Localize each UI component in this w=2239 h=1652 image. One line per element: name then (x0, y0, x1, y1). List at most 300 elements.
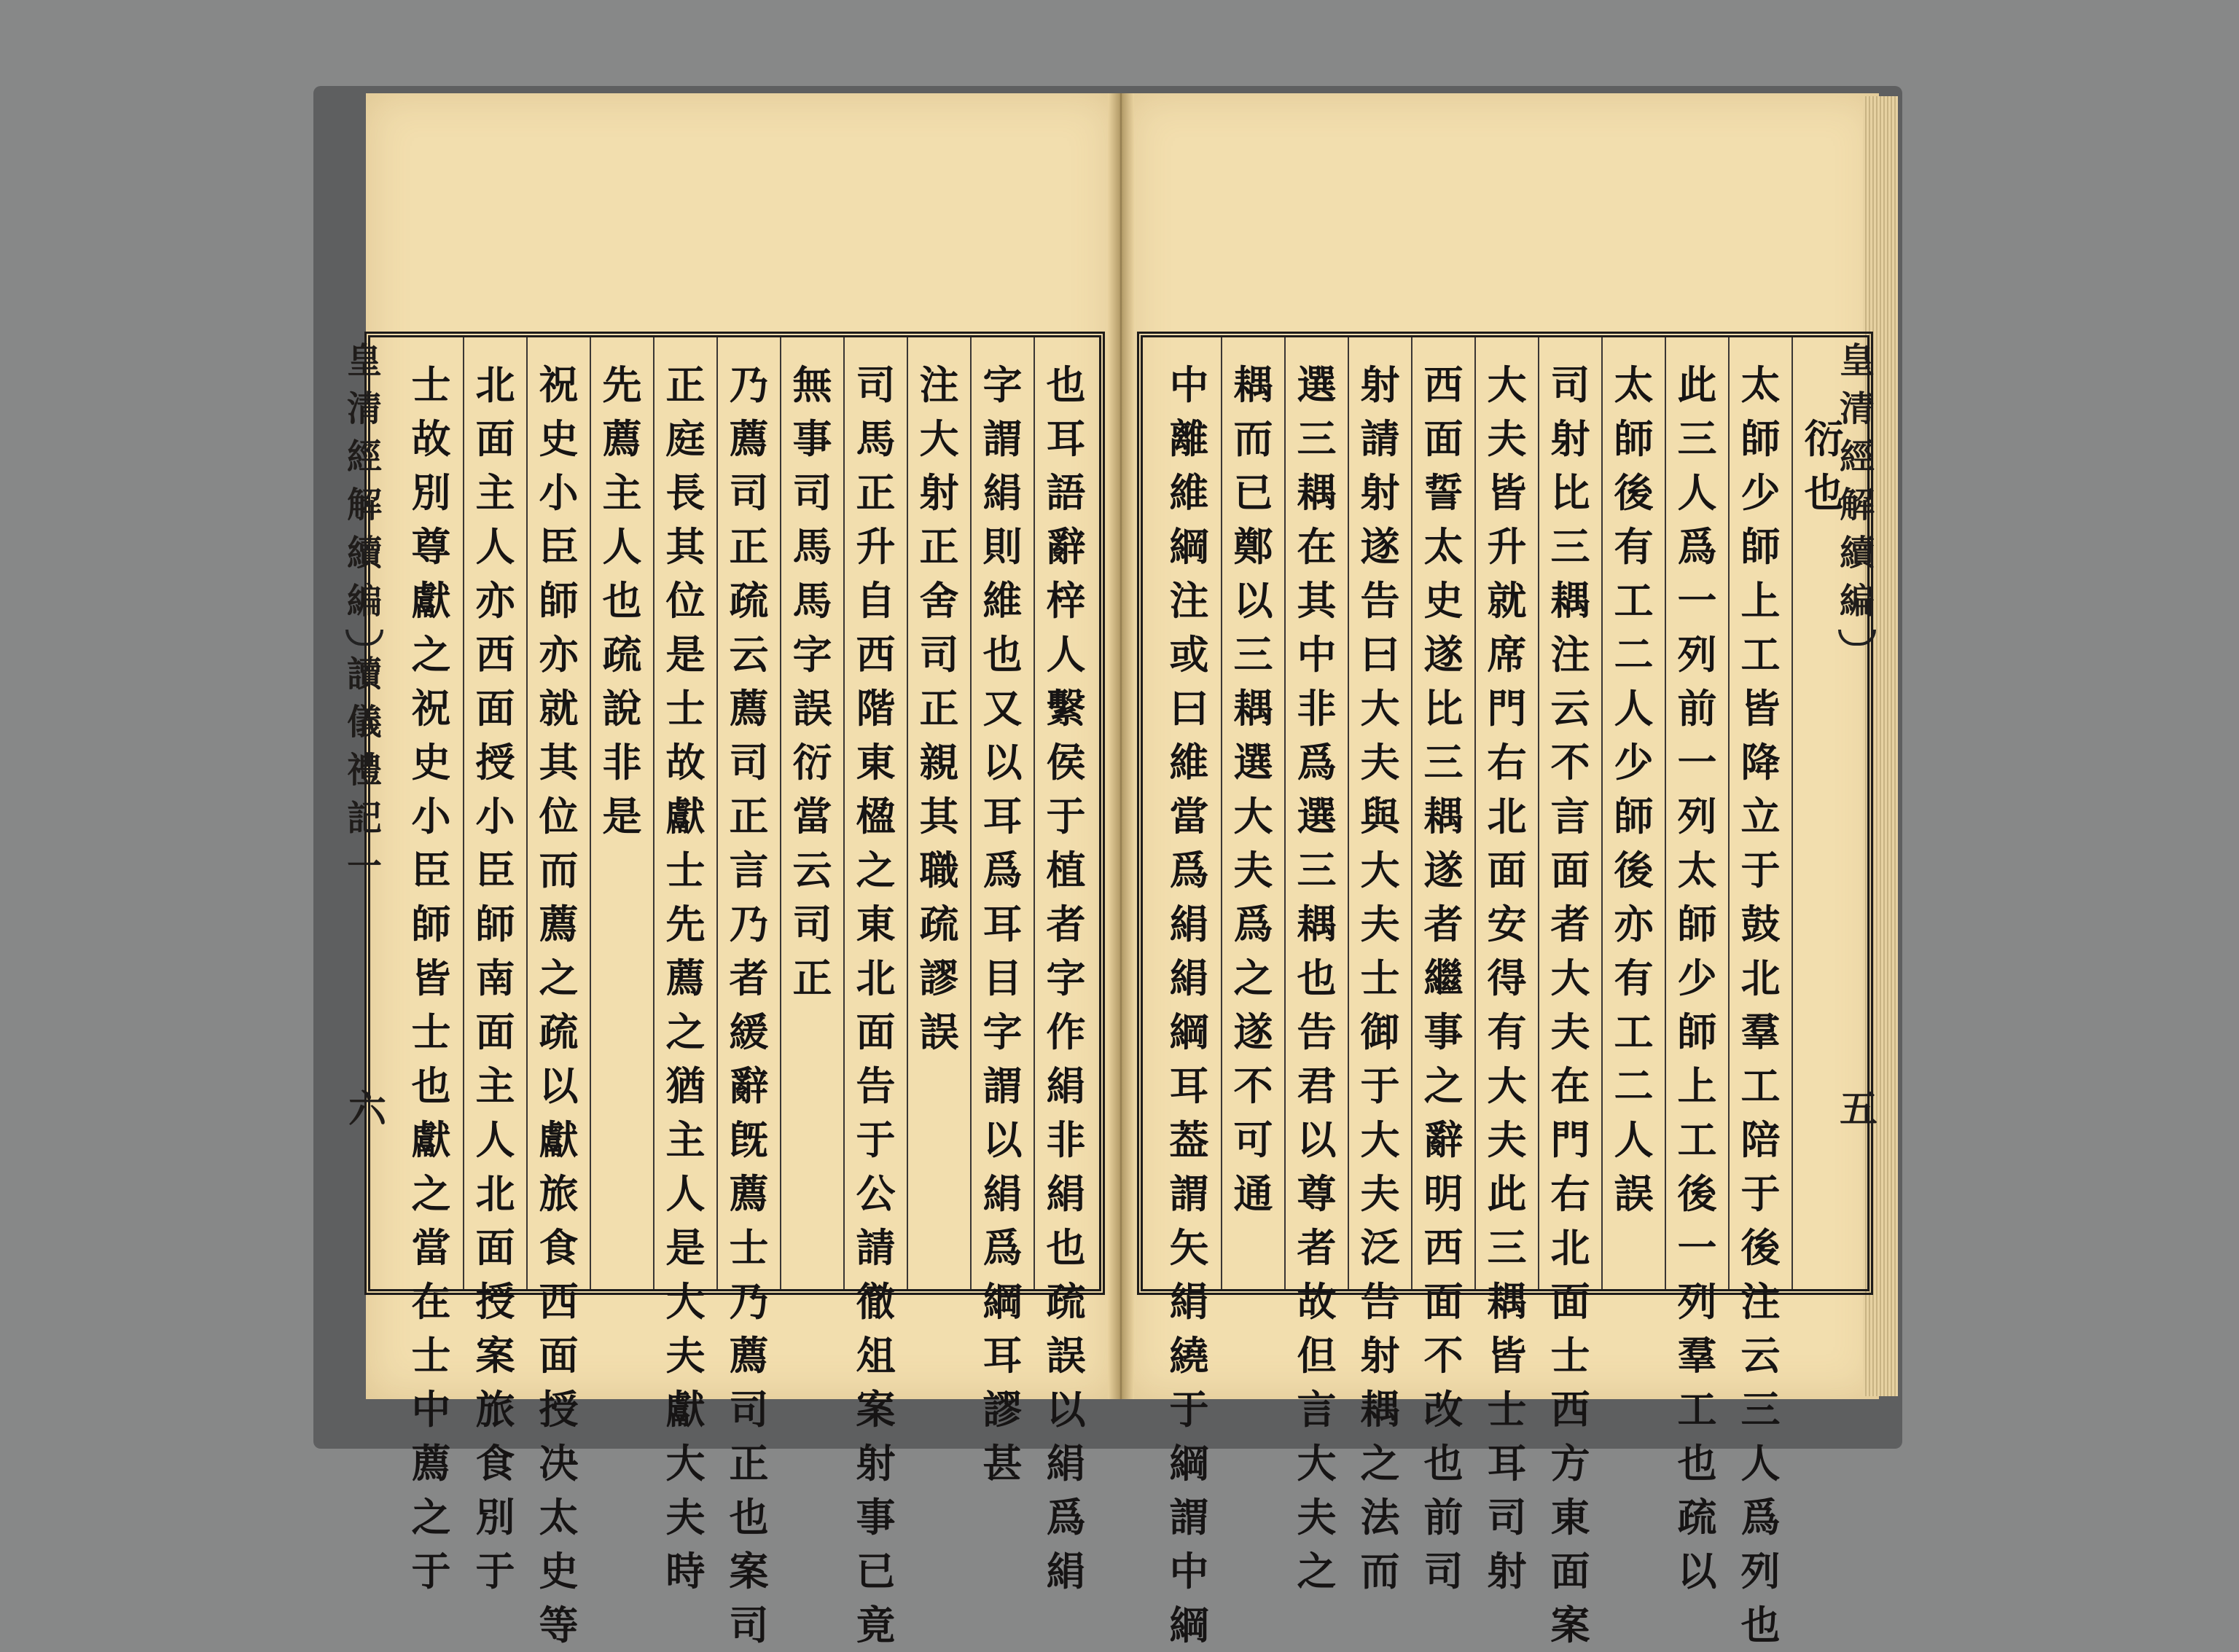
text-column (1284, 337, 1348, 1594)
text-char: 史 (411, 739, 451, 786)
text-column (1033, 337, 1097, 1594)
text-char: 司 (729, 1602, 769, 1648)
text-char: 疏 (729, 577, 769, 624)
text-char: 猶 (665, 1062, 706, 1109)
text-char: 非 (1046, 1116, 1086, 1163)
text-char: 工 (1740, 631, 1781, 678)
text-char: 于 (856, 1116, 896, 1163)
text-char: 言 (729, 847, 769, 893)
margin-char: 經 (1839, 437, 1875, 477)
text-char: 明 (1423, 1170, 1464, 1217)
text-column (1665, 337, 1728, 1594)
text-char: 大 (665, 1278, 706, 1325)
text-char: 大 (1360, 847, 1400, 893)
text-char: 之 (665, 1009, 706, 1055)
text-char: 工 (1614, 1009, 1654, 1055)
text-char: 馬 (792, 577, 832, 624)
text-column (590, 337, 653, 1289)
text-char: 之 (539, 955, 579, 1001)
text-char: 綱 (982, 1278, 1023, 1325)
text-char: 射 (1360, 469, 1400, 516)
text-char: 耳 (982, 793, 1023, 839)
text-char: 比 (1423, 685, 1464, 732)
text-char: 亦 (539, 631, 579, 678)
margin-char: 解 (346, 485, 382, 525)
text-char: 故 (1297, 1278, 1337, 1325)
text-char: 此 (1677, 361, 1717, 408)
text-char: 立 (1740, 793, 1781, 839)
text-char: 二 (1614, 631, 1654, 678)
text-char: 于 (1360, 1062, 1400, 1109)
text-char: 語 (1046, 469, 1086, 516)
text-char: 三 (1233, 631, 1273, 678)
text-char: 士 (411, 1332, 451, 1379)
text-char: 植 (1046, 847, 1086, 893)
text-char: 告 (1360, 1278, 1400, 1325)
text-char: 一 (1677, 577, 1717, 624)
text-char: 司 (729, 739, 769, 786)
text-column (1474, 337, 1538, 1594)
text-char: 而 (1233, 415, 1273, 462)
text-char: 司 (919, 631, 959, 678)
text-char: 後 (1614, 469, 1654, 516)
text-char: 夫 (1550, 1009, 1590, 1055)
text-char: 右 (1487, 739, 1527, 786)
text-char: 耳 (1487, 1440, 1527, 1487)
text-char: 注 (1550, 631, 1590, 678)
text-char: 是 (665, 631, 706, 678)
text-char: 爲 (1677, 523, 1717, 570)
text-char: 遂 (1360, 523, 1400, 570)
text-char: 西 (539, 1278, 579, 1325)
text-char: 北 (1487, 793, 1527, 839)
text-char: 故 (665, 739, 706, 786)
text-char: 工 (1614, 577, 1654, 624)
text-char: 右 (1550, 1170, 1590, 1217)
text-char: 君 (1297, 1062, 1337, 1109)
text-char: 前 (1677, 685, 1717, 732)
text-char: 司 (792, 469, 832, 516)
text-char: 俎 (856, 1332, 896, 1379)
text-char: 絹 (1169, 955, 1209, 1001)
text-char: 舍 (919, 577, 959, 624)
text-char: 師 (475, 901, 515, 947)
text-char: 三 (1740, 1386, 1781, 1433)
text-char: 又 (982, 685, 1023, 732)
text-char: 選 (1297, 793, 1337, 839)
text-char: 西 (856, 631, 896, 678)
text-char: 先 (602, 361, 642, 408)
text-char: 史 (539, 1548, 579, 1594)
text-char: 爲 (1297, 739, 1337, 786)
text-char: 人 (1046, 631, 1086, 678)
text-char: 可 (1233, 1116, 1273, 1163)
text-char: 北 (1550, 1224, 1590, 1271)
text-char: 耦 (1487, 1278, 1527, 1325)
text-char: 在 (1550, 1062, 1590, 1109)
text-char: 也 (1804, 469, 1844, 516)
text-char: 在 (411, 1278, 451, 1325)
text-char: 維 (1169, 469, 1209, 516)
text-char: 絹 (1169, 901, 1209, 947)
text-char: 綱 (1169, 523, 1209, 570)
text-char: 當 (1169, 793, 1209, 839)
text-char: 薦 (729, 1170, 769, 1217)
text-char: 耳 (1169, 1062, 1209, 1109)
margin-char: 讀 (346, 654, 382, 694)
text-char: 中 (1169, 361, 1209, 408)
text-char: 繼 (1423, 955, 1464, 1001)
text-char: 皆 (411, 955, 451, 1001)
text-char: 改 (1423, 1386, 1464, 1433)
text-char: 射 (1360, 361, 1400, 408)
text-char: 別 (411, 469, 451, 516)
text-column (1538, 337, 1601, 1648)
text-char: 字 (792, 631, 832, 678)
text-char: 絹 (1046, 1440, 1086, 1487)
text-char: 耳 (982, 901, 1023, 947)
text-char: 方 (1550, 1440, 1590, 1487)
text-char: 疏 (602, 631, 642, 678)
text-char: 請 (856, 1224, 896, 1271)
text-char: 親 (919, 739, 959, 786)
text-char: 射 (919, 469, 959, 516)
margin-char: 續 (346, 533, 382, 573)
text-char: 不 (1550, 739, 1590, 786)
text-char: 師 (1614, 415, 1654, 462)
text-char: 前 (1423, 1494, 1464, 1541)
text-column (1157, 337, 1221, 1648)
margin-char: 編 (346, 581, 382, 622)
text-char: 面 (1550, 1548, 1590, 1594)
text-column (1601, 337, 1665, 1289)
text-char: 當 (411, 1224, 451, 1271)
text-char: 祝 (539, 361, 579, 408)
text-char: 主 (665, 1116, 706, 1163)
text-char: 維 (1169, 739, 1209, 786)
margin-char: 禮 (346, 750, 382, 791)
text-char: 薦 (729, 685, 769, 732)
text-char: 臣 (411, 847, 451, 893)
text-char: 不 (1233, 1062, 1273, 1109)
text-char: 誓 (1423, 469, 1464, 516)
text-char: 于 (475, 1548, 515, 1594)
right-text-frame (1137, 332, 1873, 1648)
text-char: 也 (1297, 955, 1337, 1001)
text-char: 夫 (1360, 901, 1400, 947)
text-char: 司 (729, 469, 769, 516)
text-char: 主 (602, 469, 642, 516)
text-char: 之 (411, 1170, 451, 1217)
text-char: 師 (1677, 901, 1717, 947)
text-char: 三 (1677, 415, 1717, 462)
text-char: 目 (982, 955, 1023, 1001)
text-char: 爲 (1169, 847, 1209, 893)
text-char: 太 (1677, 847, 1717, 893)
text-char: 工 (1740, 1062, 1781, 1109)
text-char: 乃 (729, 361, 769, 408)
margin-char: 皇 (1839, 340, 1875, 381)
text-char: 工 (1677, 1116, 1717, 1163)
text-char: 後 (1677, 1170, 1717, 1217)
text-char: 司 (1487, 1494, 1527, 1541)
text-char: 馬 (792, 523, 832, 570)
text-char: 耦 (1233, 361, 1273, 408)
text-char: 于 (1046, 793, 1086, 839)
text-char: 注 (1740, 1278, 1781, 1325)
text-char: 徹 (856, 1278, 896, 1325)
margin-char: 清 (1839, 388, 1875, 429)
text-char: 士 (665, 847, 706, 893)
text-char: 正 (729, 1440, 769, 1487)
margin-char: 經 (346, 437, 382, 477)
text-char: 士 (1487, 1386, 1527, 1433)
text-char: 在 (1297, 523, 1337, 570)
text-char: 得 (1487, 955, 1527, 1001)
text-char: 馬 (856, 415, 896, 462)
text-char: 上 (1740, 577, 1781, 624)
text-char: 也 (1677, 1440, 1717, 1487)
text-char: 面 (475, 1224, 515, 1271)
text-char: 也 (602, 577, 642, 624)
text-char: 有 (1614, 955, 1654, 1001)
text-char: 司 (1550, 361, 1590, 408)
text-char: 告 (1297, 1009, 1337, 1055)
text-char: 三 (1297, 415, 1337, 462)
text-char: 夫 (1297, 1494, 1337, 1541)
text-char: 謂 (1169, 1494, 1209, 1541)
text-char: 司 (729, 1386, 769, 1433)
text-char: 已 (1233, 469, 1273, 516)
text-char: 與 (1360, 793, 1400, 839)
text-char: 謬 (919, 955, 959, 1001)
text-char: 遂 (1423, 631, 1464, 678)
text-char: 薦 (729, 1332, 769, 1379)
text-char: 非 (602, 739, 642, 786)
text-char: 後 (1740, 1224, 1781, 1271)
text-char: 但 (1297, 1332, 1337, 1379)
text-char: 絹 (1046, 1062, 1086, 1109)
text-char: 大 (1360, 1116, 1400, 1163)
text-char: 人 (1740, 1440, 1781, 1487)
text-char: 自 (856, 577, 896, 624)
text-char: 列 (1677, 1278, 1717, 1325)
text-column (1728, 337, 1791, 1648)
text-char: 授 (539, 1386, 579, 1433)
text-char: 東 (856, 739, 896, 786)
text-char: 就 (539, 685, 579, 732)
text-char: 而 (1360, 1548, 1400, 1594)
text-char: 者 (1423, 901, 1464, 947)
text-char: 耦 (1360, 1386, 1400, 1433)
text-char: 遂 (1233, 1009, 1273, 1055)
margin-char: 一 (346, 846, 382, 887)
text-char: 史 (1423, 577, 1464, 624)
text-char: 正 (729, 793, 769, 839)
text-char: 祝 (411, 685, 451, 732)
text-char: 云 (1550, 685, 1590, 732)
text-char: 誤 (1614, 1170, 1654, 1217)
text-char: 小 (475, 793, 515, 839)
text-char: 案 (729, 1548, 769, 1594)
text-char: 士 (411, 1009, 451, 1055)
text-char: 羣 (1677, 1332, 1717, 1379)
text-char: 北 (856, 955, 896, 1001)
text-char: 以 (982, 739, 1023, 786)
text-char: 云 (1740, 1332, 1781, 1379)
text-char: 夫 (665, 1494, 706, 1541)
text-char: 薦 (665, 955, 706, 1001)
text-char: 正 (919, 685, 959, 732)
text-char: 而 (539, 847, 579, 893)
text-char: 面 (475, 685, 515, 732)
text-char: 太 (1614, 361, 1654, 408)
text-char: 告 (856, 1062, 896, 1109)
text-char: 案 (856, 1386, 896, 1433)
text-char: 已 (856, 1548, 896, 1594)
text-char: 謂 (982, 1062, 1023, 1109)
text-char: 陪 (1740, 1116, 1781, 1163)
text-char: 亦 (475, 577, 515, 624)
text-char: 事 (792, 415, 832, 462)
text-column (1221, 337, 1284, 1289)
text-char: 西 (1423, 361, 1464, 408)
text-char: 也 (1740, 1602, 1781, 1648)
text-char: 大 (919, 415, 959, 462)
text-char: 之 (1423, 1062, 1464, 1109)
text-char: 當 (792, 793, 832, 839)
text-char: 獻 (411, 1116, 451, 1163)
text-char: 人 (1614, 685, 1654, 732)
text-char: 耳 (982, 1332, 1023, 1379)
text-char: 一 (1677, 739, 1717, 786)
text-char: 士 (1360, 955, 1400, 1001)
text-char: 夫 (1487, 1116, 1527, 1163)
text-char: 射 (1487, 1548, 1527, 1594)
text-char: 三 (1487, 1224, 1527, 1271)
text-char: 侯 (1046, 739, 1086, 786)
text-char: 大 (1233, 793, 1273, 839)
text-char: 公 (856, 1170, 896, 1217)
text-char: 于 (411, 1548, 451, 1594)
text-char: 作 (1046, 1009, 1086, 1055)
text-char: 言 (1297, 1386, 1337, 1433)
text-char: 職 (919, 847, 959, 893)
text-char: 絹 (982, 469, 1023, 516)
text-column (716, 337, 780, 1648)
text-char: 爲 (1740, 1494, 1781, 1541)
text-char: 師 (1740, 523, 1781, 570)
text-char: 以 (1233, 577, 1273, 624)
text-char: 面 (1423, 1278, 1464, 1325)
text-char: 鼓 (1740, 901, 1781, 947)
text-char: 梓 (1046, 577, 1086, 624)
text-char: 告 (1360, 577, 1400, 624)
text-char: 人 (1677, 469, 1717, 516)
text-char: 字 (1046, 955, 1086, 1001)
text-char: 故 (411, 415, 451, 462)
text-char: 葢 (1169, 1116, 1209, 1163)
text-char: 耦 (1233, 685, 1273, 732)
text-column (843, 337, 907, 1648)
text-char: 長 (665, 469, 706, 516)
text-char: 三 (1297, 847, 1337, 893)
text-char: 南 (475, 955, 515, 1001)
text-char: 主 (475, 469, 515, 516)
text-char: 之 (1360, 1440, 1400, 1487)
text-char: 也 (729, 1494, 769, 1541)
left-text-columns (399, 337, 1097, 1648)
text-char: 正 (856, 469, 896, 516)
text-char: 以 (1677, 1548, 1717, 1594)
text-char: 綱 (1169, 1009, 1209, 1055)
text-char: 爲 (1233, 901, 1273, 947)
text-char: 謂 (1169, 1170, 1209, 1217)
text-char: 獻 (411, 577, 451, 624)
text-char: 耦 (1423, 793, 1464, 839)
text-char: 辭 (1423, 1116, 1464, 1163)
text-char: 者 (1297, 1224, 1337, 1271)
text-char: 人 (1614, 1116, 1654, 1163)
text-column (653, 337, 716, 1594)
text-char: 是 (665, 1224, 706, 1271)
text-char: 案 (1550, 1602, 1590, 1648)
text-char: 維 (982, 577, 1023, 624)
text-char: 之 (1297, 1548, 1337, 1594)
text-char: 亦 (1614, 901, 1654, 947)
text-char: 夫 (1360, 739, 1400, 786)
text-char: 有 (1487, 1009, 1527, 1055)
text-char: 大 (665, 1440, 706, 1487)
text-char: 以 (1046, 1386, 1086, 1433)
text-char: 說 (602, 685, 642, 732)
text-char: 少 (1614, 739, 1654, 786)
margin-char: 儀 (346, 702, 382, 743)
left-page-number: 六 (348, 1087, 387, 1132)
text-char: 門 (1550, 1116, 1590, 1163)
text-char: 小 (411, 793, 451, 839)
text-char: 其 (1297, 577, 1337, 624)
text-char: 席 (1487, 631, 1527, 678)
text-char: 者 (729, 955, 769, 1001)
text-char: 司 (1423, 1548, 1464, 1594)
text-char: 言 (1550, 793, 1590, 839)
text-char: 皆 (1740, 685, 1781, 732)
text-char: 曰 (1169, 685, 1209, 732)
text-char: 西 (1550, 1386, 1590, 1433)
text-char: 字 (982, 361, 1023, 408)
text-char: 就 (1487, 577, 1527, 624)
text-char: 有 (1614, 523, 1654, 570)
text-char: 疏 (539, 1009, 579, 1055)
text-char (1792, 358, 1856, 412)
text-char: 正 (792, 955, 832, 1001)
text-char: 薦 (411, 1440, 451, 1487)
text-char: 乃 (729, 901, 769, 947)
text-column (970, 337, 1033, 1487)
text-char: 决 (539, 1440, 579, 1487)
text-char: 正 (729, 523, 769, 570)
text-char: 正 (919, 523, 959, 570)
text-char: 于 (1740, 1170, 1781, 1217)
text-char: 北 (1740, 955, 1781, 1001)
text-char: 也 (982, 631, 1023, 678)
text-char: 授 (475, 739, 515, 786)
text-char: 三 (1550, 523, 1590, 570)
text-char: 云 (729, 631, 769, 678)
text-char: 爲 (982, 847, 1023, 893)
text-char: 射 (856, 1440, 896, 1487)
